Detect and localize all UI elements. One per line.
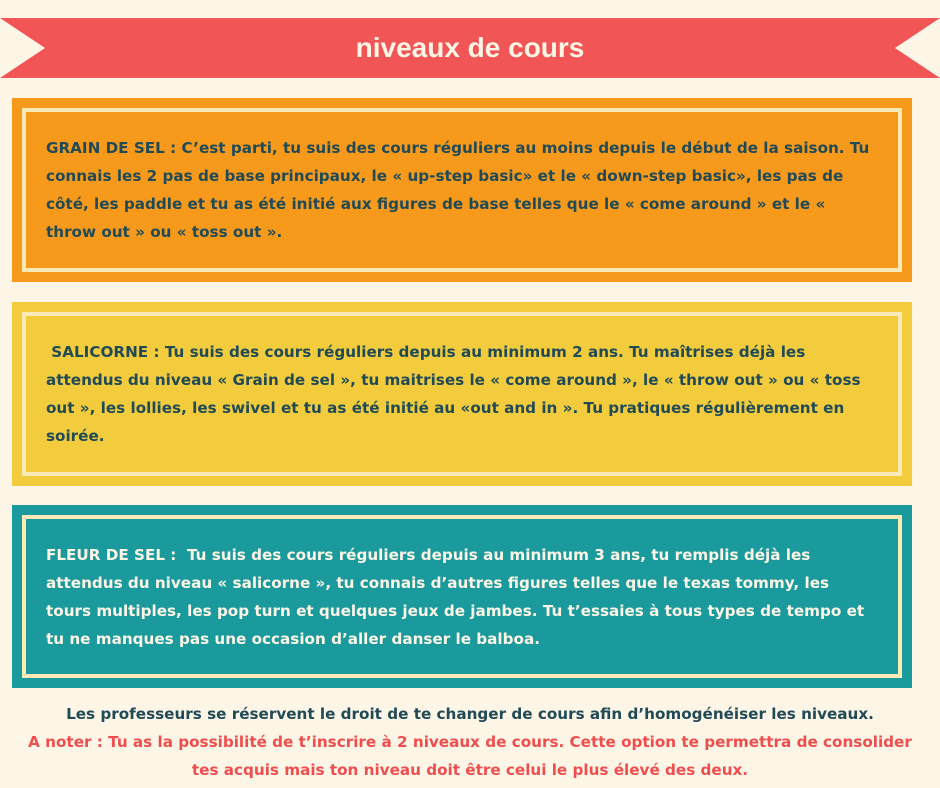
level-separator: : bbox=[165, 545, 187, 564]
level-name: FLEUR DE SEL bbox=[46, 545, 166, 564]
level-text bbox=[46, 338, 878, 450]
registration-remark: A noter : Tu as la possibilité de t’inscrire à 2 niveaux de cours. Cette option te permettra de consolider tes acquis mais ton niveau doit être celui le plus élevé des deux. bbox=[28, 733, 912, 779]
level-separator: : bbox=[164, 139, 182, 157]
card-body bbox=[34, 527, 890, 666]
level-description: C’est parti, tu suis des cours réguliers au moins depuis le début de la saison. Tu connais les 2 pas de base principaux, le « up-step basic» et le « down-step basic», les pas de côté, les paddle et tu as été initié aux figures de base telles que le « come around » et le « throw out » ou « toss out ». bbox=[46, 139, 870, 241]
level-card-salicorne bbox=[12, 302, 912, 486]
card-body bbox=[34, 120, 890, 260]
card-body bbox=[34, 324, 890, 464]
level-description: Tu suis des cours réguliers depuis au minimum 3 ans, tu remplis déjà les attendus du niveau « salicorne », tu connais d’autres figures telles que le texas tommy, les tours multiples, les pop turn et quelques jeux de jambes. Tu t’essaies à tous types de tempo et tu ne manques pas une occasion d’aller danser le balboa. bbox=[46, 545, 865, 648]
level-separator: : bbox=[148, 343, 165, 361]
level-description: Tu suis des cours réguliers depuis au minimum 2 ans. Tu maîtrises déjà les attendus du niveau « Grain de sel », tu maitrises le « come around », le « throw out » ou « toss out », les lollies, les swivel et tu as été initié au «out and in ». Tu pratiques régulièrement en soirée. bbox=[46, 343, 861, 445]
page-title: niveaux de cours bbox=[355, 32, 585, 63]
level-text bbox=[46, 134, 878, 246]
title-banner bbox=[0, 18, 940, 78]
level-card-grain-de-sel bbox=[12, 98, 912, 282]
footer-notes bbox=[0, 700, 940, 784]
level-card-fleur-de-sel bbox=[12, 505, 912, 688]
level-name: SALICORNE bbox=[51, 343, 149, 361]
level-text bbox=[46, 541, 878, 653]
level-name: GRAIN DE SEL bbox=[46, 139, 165, 157]
teachers-note: Les professeurs se réservent le droit de te changer de cours afin d’homogénéiser les niveaux. bbox=[66, 705, 874, 723]
